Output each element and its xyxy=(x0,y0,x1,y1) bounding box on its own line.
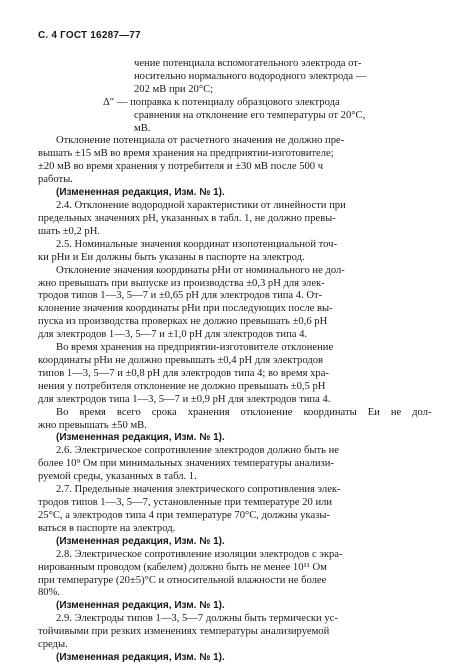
revision-note: (Измененная редакция, Изм. № 1). xyxy=(56,187,225,198)
text-line: для электродов 1—3, 5—7 и ±1,0 pH для электродов типа 4. xyxy=(38,329,308,340)
text-line: мВ. xyxy=(134,123,151,134)
text-line: ваться в паспорте на электрод. xyxy=(38,523,176,534)
text-line: вышать ±15 мВ во время хранения на предприятии-изготовителе; xyxy=(38,148,334,159)
text-line: ±20 мВ во время хранения у потребителя и ±30 мВ после 500 ч xyxy=(38,161,324,172)
text-line: сравнения на отклонение его температуры от 20°С, xyxy=(134,110,366,121)
text-line: координаты pHи не должно превышать ±0,4 pH для электродов xyxy=(38,355,324,366)
text-line: 2.9. Электроды типов 1—3, 5—7 должны быть термически ус- xyxy=(56,613,338,624)
text-line: 25°С, а электродов типа 4 при температуре 70°С, должны указы- xyxy=(38,510,330,521)
revision-note: (Измененная редакция, Изм. № 1). xyxy=(56,432,225,443)
text-line: носительно нормального водородного электрода — xyxy=(134,71,367,82)
text-line: типов 1—3, 5—7 и ±0,8 pH для электродов типа 4; во время хра- xyxy=(38,368,329,379)
text-line: шать ±0,2 pH. xyxy=(38,226,100,237)
revision-note: (Измененная редакция, Изм. № 1). xyxy=(56,652,225,663)
text-line: среды. xyxy=(38,639,68,650)
text-line: жно превышать при выпуске из производства ±0,3 pH для элек- xyxy=(38,278,325,289)
page-header: С. 4 ГОСТ 16287—77 xyxy=(38,30,141,41)
text-line: нения у потребителя отклонение не должно превышать ±0,5 pH xyxy=(38,381,326,392)
text-line: тродов типов 1—3, 5—7 и ±0,65 pH для электродов типа 4. От- xyxy=(38,290,323,301)
text-line: руемой среды, указанных в табл. 1. xyxy=(38,471,197,482)
text-line: тойчивыми при резких изменениях температуры анализируемой xyxy=(38,626,330,637)
text-line: предельных значениях pH, указанных в табл. 1, не должно превы- xyxy=(38,213,336,224)
text-line: работы. xyxy=(38,174,73,185)
text-line: Δ″ — поправка к потенциалу образцового электрода xyxy=(103,97,340,108)
text-line: для электродов типа 1—3, 5—7 и ±0,9 pH для электродов типа 4. xyxy=(38,394,331,405)
text-line: пуска из производства проверках не должно превышать ±0,6 pH xyxy=(38,316,328,327)
text-line: Отклонение потенциала от расчетного значения не должно пре- xyxy=(56,135,345,146)
text-line: тродов типов 1—3, 5—7, установленные при температуре 20 или xyxy=(38,497,333,508)
text-line: Отклонение значения координаты pHи от номинального не дол- xyxy=(56,265,345,276)
text-line: Во время хранения на предприятии-изготовителе отклонение xyxy=(56,342,334,353)
text-line: 2.5. Номинальные значения координат изопотенциальной точ- xyxy=(56,239,338,250)
text-line: жно превышать ±50 мВ. xyxy=(38,420,147,431)
revision-note: (Измененная редакция, Изм. № 1). xyxy=(56,536,225,547)
text-line: чение потенциала вспомогательного электрода от- xyxy=(134,58,362,69)
text-line: более 10⁹ Ом при минимальных значениях температуры анализи- xyxy=(38,458,334,469)
text-line: 2.4. Отклонение водородной характеристики от линейности при xyxy=(56,200,346,211)
text-line: Во время всего срока хранения отклонение координаты Eи не дол- xyxy=(56,407,432,418)
text-line: 2.8. Электрическое сопротивление изоляции электродов с экра- xyxy=(56,549,343,560)
text-line: 2.7. Предельные значения электрического сопротивления элек- xyxy=(56,484,341,495)
text-line: 80%. xyxy=(38,587,61,598)
text-line: клонение значения координаты pHи при последующих после вы- xyxy=(38,303,333,314)
text-line: 202 мВ при 20°С; xyxy=(134,84,214,95)
revision-note: (Измененная редакция, Изм. № 1). xyxy=(56,600,225,611)
text-line: ки pHи и Eи должны быть указаны в паспорте на электрод. xyxy=(38,252,305,263)
text-line: нированным проводом (кабелем) должно быть не менее 10¹¹ Ом xyxy=(38,562,327,573)
text-line: при температуре (20±5)°С и относительной влажности не более xyxy=(38,575,327,586)
text-line: 2.6. Электрическое сопротивление электродов должно быть не xyxy=(56,445,339,456)
